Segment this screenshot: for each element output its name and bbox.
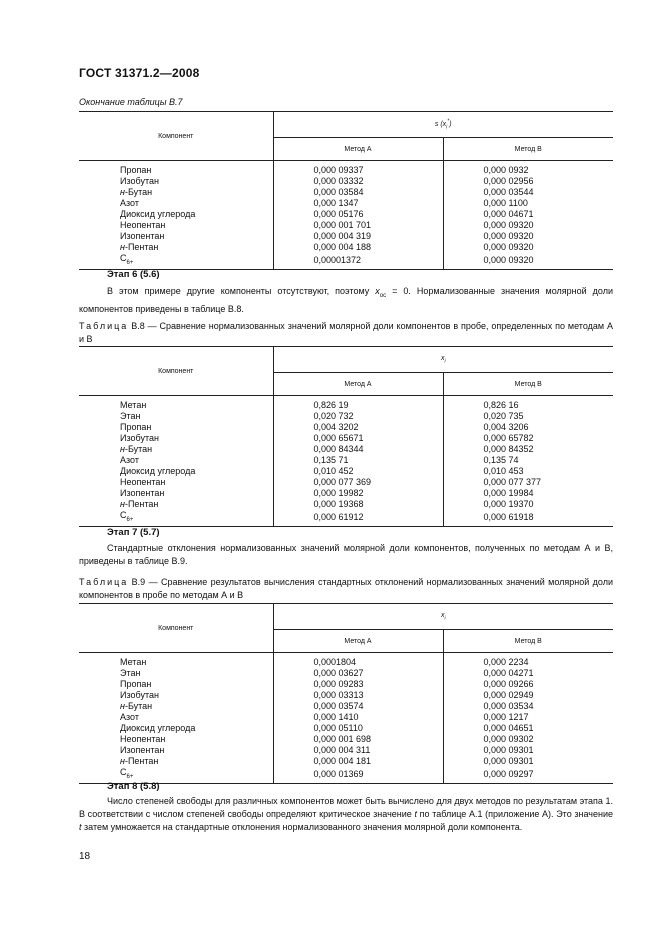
method-b-value: 0,000 077 377 <box>443 477 613 488</box>
method-b-value: 0,000 0932 <box>443 161 613 177</box>
component-name: Этан <box>120 411 141 421</box>
component-name: Изобутан <box>120 690 159 700</box>
table-row <box>79 756 613 767</box>
table-b8 <box>79 346 613 527</box>
table-row <box>79 653 613 669</box>
table-b7-col-a: Метод А <box>273 138 443 161</box>
component-name: Диоксид углерода <box>120 466 196 476</box>
table-b8-col-a: Метод А <box>273 373 443 396</box>
table-b7 <box>79 111 613 270</box>
method-b-value: 0,826 16 <box>443 396 613 412</box>
method-a-value: 0,000 004 319 <box>273 231 443 242</box>
table-row <box>79 433 613 444</box>
method-a-value: 0,020 732 <box>273 411 443 422</box>
component-name: Неопентан <box>120 734 166 744</box>
component-name: Пропан <box>120 679 152 689</box>
component-name: н-Пентан <box>120 756 159 766</box>
method-b-value: 0,000 04651 <box>443 723 613 734</box>
table-row <box>79 455 613 466</box>
table-row <box>79 510 613 526</box>
component-name: Изопентан <box>120 488 165 498</box>
component-name: Метан <box>120 657 147 667</box>
table-b9-header <box>79 604 613 653</box>
table-b9-col-b: Метод В <box>443 630 613 653</box>
component-name: Азот <box>120 712 139 722</box>
component-name: н-Бутан <box>120 701 153 711</box>
method-a-value: 0,000 61912 <box>273 510 443 526</box>
method-b-value: 0,000 02949 <box>443 690 613 701</box>
component-name: н-Бутан <box>120 187 153 197</box>
method-a-value: 0,000 84344 <box>273 444 443 455</box>
method-b-value: 0,000 04271 <box>443 668 613 679</box>
component-name: Изобутан <box>120 176 159 186</box>
method-b-value: 0,000 1100 <box>443 198 613 209</box>
table-row <box>79 701 613 712</box>
method-a-value: 0,000 03313 <box>273 690 443 701</box>
method-b-value: 0,020 735 <box>443 411 613 422</box>
method-b-value: 0,000 19370 <box>443 499 613 510</box>
method-b-value: 0,000 09320 <box>443 242 613 253</box>
table-b7-caption: Окончание таблицы В.7 <box>79 97 183 107</box>
method-a-value: 0,010 452 <box>273 466 443 477</box>
method-b-value: 0,000 09301 <box>443 756 613 767</box>
method-b-value: 0,000 65782 <box>443 433 613 444</box>
table-b8-col-group: $x_i$ <box>273 347 613 373</box>
table-b9-col-a: Метод А <box>273 630 443 653</box>
method-b-value: 0,000 03544 <box>443 187 613 198</box>
component-name: $C_{6+}$ <box>79 767 273 783</box>
method-a-value: 0,000 001 701 <box>273 220 443 231</box>
component-name: Диоксид углерода <box>120 209 196 219</box>
table-row <box>79 209 613 220</box>
method-a-value: 0,000 05110 <box>273 723 443 734</box>
table-b9-caption: Таблица В.9 — Сравнение результатов вычисления стандартных отклонений нормализованных значений молярной доли компонентов в пробе по методам А и В <box>79 577 613 600</box>
method-b-value: 0,000 04671 <box>443 209 613 220</box>
method-a-value: 0,00001372 <box>273 253 443 269</box>
table-b8-col-component: Компонент <box>79 347 273 396</box>
table-b8-col-b: Метод В <box>443 373 613 396</box>
table-row <box>79 477 613 488</box>
table-b8-caption: Таблица В.8 — Сравнение нормализованных значений молярной доли компонентов в пробе, определенных по методам А и В <box>79 321 613 344</box>
method-b-value: 0,000 19984 <box>443 488 613 499</box>
component-name: н-Пентан <box>120 499 159 509</box>
method-a-value: 0,000 03627 <box>273 668 443 679</box>
method-a-value: 0,000 03332 <box>273 176 443 187</box>
step7-title: Этап 7 (5.7) <box>107 527 160 538</box>
table-row <box>79 466 613 477</box>
table-row <box>79 488 613 499</box>
table-b9-col-group: $x_i$ <box>273 604 613 630</box>
table-row <box>79 712 613 723</box>
method-a-value: 0,000 03584 <box>273 187 443 198</box>
method-a-value: 0,000 077 369 <box>273 477 443 488</box>
table-row <box>79 734 613 745</box>
table-row <box>79 198 613 209</box>
component-name: н-Бутан <box>120 444 153 454</box>
method-a-value: 0,000 004 188 <box>273 242 443 253</box>
component-name: Азот <box>120 198 139 208</box>
step8-paragraph: Число степеней свободы для различных компонентов может быть вычислено для двух методов по результатам этапа 1. В соответствии с числом степеней свободы определяют критическое значение t по таблице А.1 (приложение А). Это значение t затем умножается на стандартные отклонения нормализованного значения молярной доли компонента. <box>79 796 613 832</box>
method-b-value: 0,000 2234 <box>443 653 613 669</box>
component-name: Метан <box>120 400 147 410</box>
component-name: Изобутан <box>120 433 159 443</box>
component-name: $C_{6+}$ <box>79 510 273 526</box>
component-name: Пропан <box>120 422 152 432</box>
table-row <box>79 499 613 510</box>
method-b-value: 0,000 09320 <box>443 220 613 231</box>
step6-paragraph: В этом примере другие компоненты отсутствуют, поэтому $x_{ос} = 0$. Нормализованные значения молярной доли компонентов приведены в таблице В.8. <box>79 286 613 314</box>
method-b-value: 0,000 84352 <box>443 444 613 455</box>
method-b-value: 0,000 09320 <box>443 253 613 269</box>
method-a-value: 0,0001804 <box>273 653 443 669</box>
table-b8-body <box>79 396 613 527</box>
method-b-value: 0,000 61918 <box>443 510 613 526</box>
table-row <box>79 422 613 433</box>
component-name: Изопентан <box>120 745 165 755</box>
page-number: 18 <box>79 851 91 862</box>
table-b7-header <box>79 112 613 161</box>
method-a-value: 0,000 65671 <box>273 433 443 444</box>
table-row <box>79 396 613 412</box>
method-b-value: 0,000 09266 <box>443 679 613 690</box>
method-a-value: 0,000 1410 <box>273 712 443 723</box>
component-name: Неопентан <box>120 220 166 230</box>
table-row <box>79 444 613 455</box>
table-row <box>79 242 613 253</box>
step7-paragraph: Стандартные отклонения нормализованных значений молярной доли компонентов, полученных по методам А и В, приведены в таблице В.9. <box>79 543 613 566</box>
component-name: н-Пентан <box>120 242 159 252</box>
table-b7-col-group: s $(x_i^*)$ <box>273 112 613 138</box>
method-a-value: 0,000 004 311 <box>273 745 443 756</box>
method-b-value: 0,000 02956 <box>443 176 613 187</box>
method-a-value: 0,000 004 181 <box>273 756 443 767</box>
method-a-value: 0,826 19 <box>273 396 443 412</box>
method-b-value: 0,004 3206 <box>443 422 613 433</box>
component-name: Диоксид углерода <box>120 723 196 733</box>
table-row <box>79 220 613 231</box>
method-b-value: 0,135 74 <box>443 455 613 466</box>
method-a-value: 0,000 09283 <box>273 679 443 690</box>
table-b9-col-component: Компонент <box>79 604 273 653</box>
table-b9 <box>79 603 613 784</box>
component-name: Азот <box>120 455 139 465</box>
method-b-value: 0,000 09320 <box>443 231 613 242</box>
document-header-title: ГОСТ 31371.2—2008 <box>79 66 200 80</box>
method-a-value: 0,000 1347 <box>273 198 443 209</box>
table-row <box>79 668 613 679</box>
table-row <box>79 690 613 701</box>
method-a-value: 0,000 19368 <box>273 499 443 510</box>
method-a-value: 0,000 001 698 <box>273 734 443 745</box>
component-name: Неопентан <box>120 477 166 487</box>
method-b-value: 0,010 453 <box>443 466 613 477</box>
table-row <box>79 723 613 734</box>
method-a-value: 0,000 03574 <box>273 701 443 712</box>
table-b7-col-component: Компонент <box>79 112 273 161</box>
table-b8-header <box>79 347 613 396</box>
component-name: Изопентан <box>120 231 165 241</box>
table-row <box>79 176 613 187</box>
table-b7-col-b: Метод В <box>443 138 613 161</box>
table-row <box>79 253 613 269</box>
table-row <box>79 745 613 756</box>
method-a-value: 0,004 3202 <box>273 422 443 433</box>
method-a-value: 0,000 01369 <box>273 767 443 783</box>
method-b-value: 0,000 1217 <box>443 712 613 723</box>
method-b-value: 0,000 09301 <box>443 745 613 756</box>
step8-title: Этап 8 (5.8) <box>107 781 160 792</box>
component-name: $C_{6+}$ <box>79 253 273 269</box>
method-b-value: 0,000 03534 <box>443 701 613 712</box>
method-b-value: 0,000 09302 <box>443 734 613 745</box>
table-row <box>79 679 613 690</box>
method-a-value: 0,000 19982 <box>273 488 443 499</box>
table-b9-body <box>79 653 613 784</box>
table-b7-body <box>79 161 613 270</box>
method-a-value: 0,000 05176 <box>273 209 443 220</box>
table-row <box>79 231 613 242</box>
component-name: Пропан <box>120 165 152 175</box>
component-name: Этан <box>120 668 141 678</box>
table-row <box>79 187 613 198</box>
table-row <box>79 411 613 422</box>
method-a-value: 0,000 09337 <box>273 161 443 177</box>
table-row <box>79 161 613 177</box>
step6-title: Этап 6 (5.6) <box>107 269 160 280</box>
method-a-value: 0,135 71 <box>273 455 443 466</box>
method-b-value: 0,000 09297 <box>443 767 613 783</box>
